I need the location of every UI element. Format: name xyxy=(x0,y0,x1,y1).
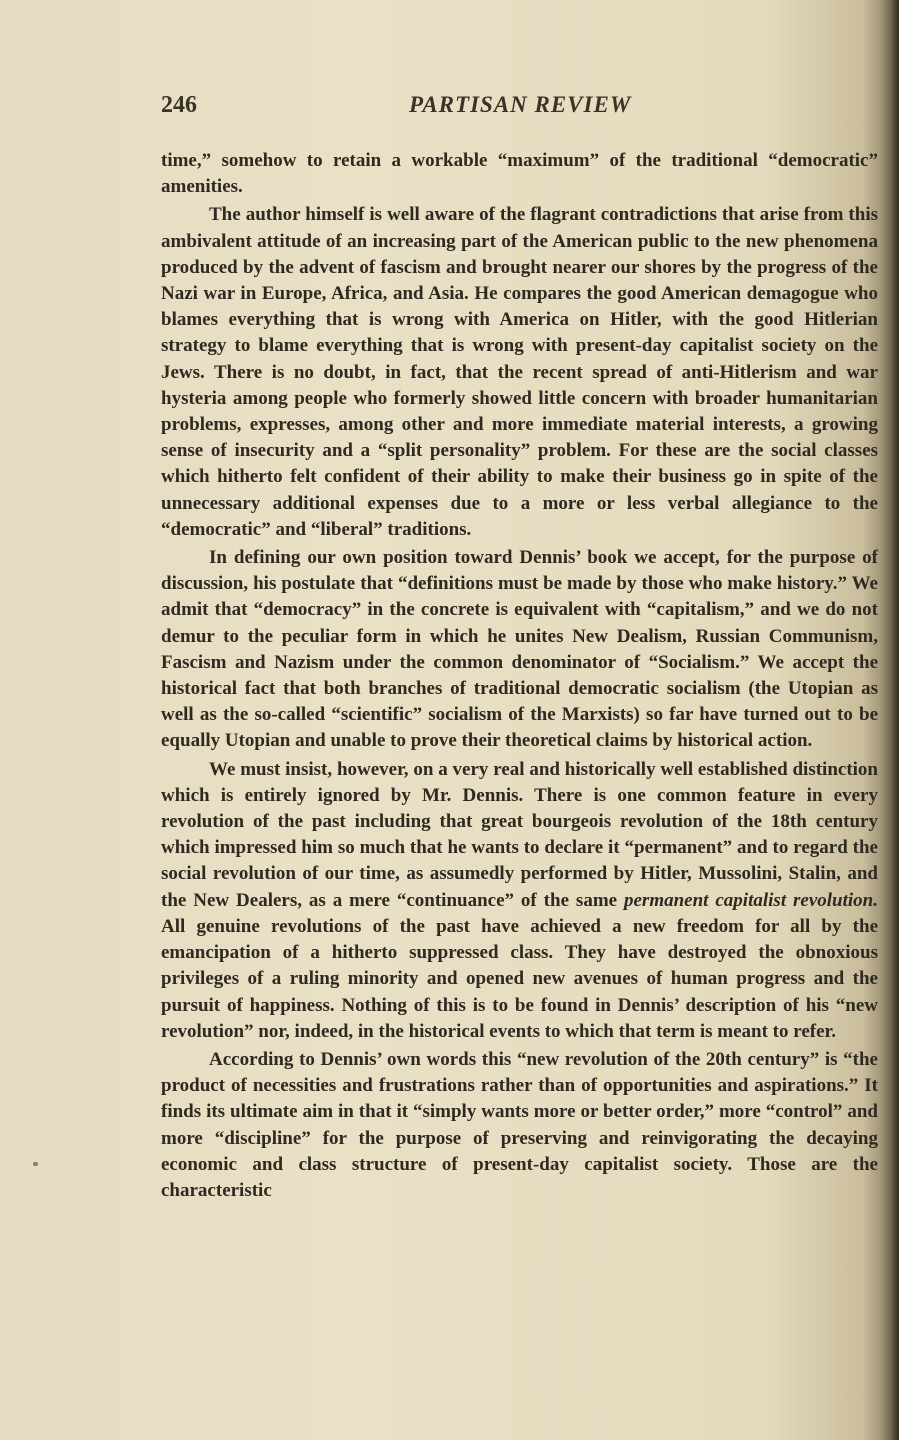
paragraph-2: The author himself is well aware of the flagrant contradictions that arise from this ambivalent attitude of an increasing part of the American public to the new phenomena produced by the advent of fascism and brought nearer our shores by the progress of the Nazi war in Europe, Africa, and Asia. He compares the good American demagogue who blames everything that is wrong with America on Hitler, with the good Hitlerian strategy to blame everything that is wrong with present-day capitalist society on the Jews. There is no doubt, in fact, that the recent spread of anti-Hitlerism and war hysteria among people who formerly showed little concern with broader humanitarian problems, expresses, among other and more immediate material interests, a growing sense of insecurity and a “split personality” problem. For these are the social classes which hitherto felt confident of their ability to make their business go in spite of the unnecessary additional expenses due to a more or less verbal allegiance to the “democratic” and “liberal” traditions. xyxy=(161,204,878,540)
paragraph-5: According to Dennis’ own words this “new revolution of the 20th century” is “the product of necessities and frustrations rather than of opportunities and aspirations.” It finds its ultimate aim in that it “simply wants more or better order,” more “control” and more “discipline” for the purpose of preserving and reinvigorating the decaying economic and class structure of present-day capitalist society. Those are the characteristic xyxy=(161,1048,878,1201)
body-text xyxy=(161,148,878,1204)
paragraph-4-text-a: We must insist, however, on a very real and historically well established distinction which is entirely ignored by Mr. Dennis. There is one common feature in every revolution of the past including that great bourgeois revolution of the 18th century which impressed him so much that he wants to declare it “permanent” and to regard the social revolution of our time, as assumedly performed by Hitler, Mussolini, Stalin, and the New Dealers, as a mere “continuance” of the same xyxy=(161,758,878,911)
paragraph-4 xyxy=(161,757,878,1045)
paper-speck xyxy=(33,1162,38,1166)
paragraph-3: In defining our own position toward Dennis’ book we accept, for the purpose of discussion, his postulate that “definitions must be made by those who make history.” We admit that “democracy” in the concrete is equivalent with “capitalism,” and we do not demur to the peculiar form in which he unites New Dealism, Russian Communism, Fascism and Nazism under the common denominator of “Socialism.” We accept the historical fact that both branches of traditional democratic socialism (the Utopian as well as the so-called “scientific” socialism of the Marxists) so far have turned out to be equally Utopian and unable to prove their theoretical claims by historical action. xyxy=(161,547,878,752)
paragraph-4-text-b: All genuine revolutions of the past have achieved a new freedom for all by the emancipation of a hitherto suppressed class. They have destroyed the obnoxious privileges of a ruling minority and opened new avenues of human progress and the pursuit of happiness. Nothing of this is to be found in Dennis’ description of his “new revolution” nor, indeed, in the historical events to which that term is meant to refer. xyxy=(161,915,878,1042)
running-title: PARTISAN REVIEW xyxy=(409,92,632,117)
page-edge-shadow xyxy=(881,0,899,1440)
page-number: 246 xyxy=(161,92,197,118)
paragraph-4-italic: permanent capitalist revolution. xyxy=(624,889,878,911)
page-header xyxy=(161,92,881,126)
paragraph-1: time,” somehow to retain a workable “maximum” of the traditional “democratic” amenities. xyxy=(161,150,878,198)
